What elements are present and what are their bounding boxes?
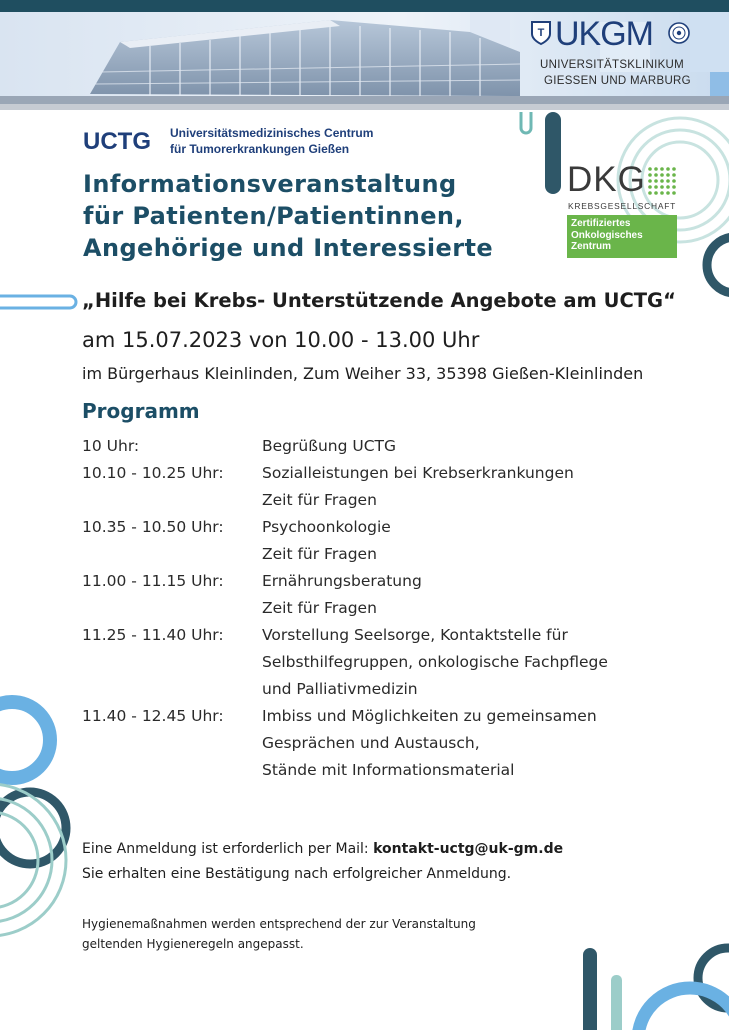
uctg-name-line2: für Tumorerkrankungen Gießen <box>170 142 350 156</box>
program-text: Zeit für Fragen <box>262 545 377 563</box>
title-line: Informationsveranstaltung <box>83 170 457 198</box>
registration-text: Eine Anmeldung ist erforderlich per Mail: <box>82 841 374 857</box>
ukgm-wordmark: UKGM <box>555 15 653 53</box>
hygiene-note-line1: Hygienemaßnahmen werden entsprechend der zur Veranstaltung <box>82 917 476 931</box>
uctg-name-line1: Universitätsmedizinisches Centrum <box>170 126 374 140</box>
ukgm-name-line2: GIESSEN UND MARBURG <box>544 75 691 87</box>
program-time: 10 Uhr: <box>82 437 140 455</box>
program-text: Gesprächen und Austausch, <box>262 734 480 752</box>
dkg-certification-badge <box>567 215 677 258</box>
dkg-wordmark: DKG <box>567 160 646 199</box>
program-time: 11.40 - 12.45 Uhr: <box>82 707 224 725</box>
program-item <box>82 433 682 460</box>
event-subtitle: „Hilfe bei Krebs- Unterstützende Angebote am UCTG“ <box>82 289 676 312</box>
program-time: 11.00 - 11.15 Uhr: <box>82 572 224 590</box>
registration-line <box>82 841 563 857</box>
program-item <box>82 514 682 568</box>
event-date: am 15.07.2023 von 10.00 - 13.00 Uhr <box>82 328 480 352</box>
registration-email-link[interactable]: kontakt-uctg@uk-gm.de <box>373 841 564 857</box>
uctg-abbreviation: UCTG <box>83 128 151 155</box>
hygiene-note-line2: geltenden Hygieneregeln angepasst. <box>82 937 304 951</box>
event-venue: im Bürgerhaus Kleinlinden, Zum Weiher 33, 35398 Gießen-Kleinlinden <box>82 364 644 383</box>
program-text: Begrüßung UCTG <box>262 437 397 455</box>
dkg-subline: KREBSGESELLSCHAFT <box>568 201 677 211</box>
program-item <box>82 460 682 514</box>
svg-text:T: T <box>537 27 545 39</box>
ukgm-name-line1: UNIVERSITÄTSKLINIKUM <box>540 59 685 71</box>
badge-line: Onkologisches <box>571 229 643 241</box>
program-text: Vorstellung Seelsorge, Kontaktstelle für <box>262 626 568 644</box>
badge-line: Zertifiziertes <box>571 218 631 229</box>
program-list <box>82 433 682 784</box>
program-item <box>82 622 682 703</box>
program-item <box>82 568 682 622</box>
program-time: 11.25 - 11.40 Uhr: <box>82 626 224 644</box>
registration-confirmation: Sie erhalten eine Bestätigung nach erfolgreicher Anmeldung. <box>82 866 512 882</box>
program-text: Zeit für Fragen <box>262 599 377 617</box>
title-line: Angehörige und Interessierte <box>83 234 494 262</box>
page-title <box>83 168 553 264</box>
program-text: Sozialleistungen bei Krebserkrankungen <box>262 464 574 482</box>
program-time: 10.35 - 10.50 Uhr: <box>82 518 224 536</box>
program-text: Ernährungsberatung <box>262 572 422 590</box>
program-text: Zeit für Fragen <box>262 491 377 509</box>
program-text: Selbsthilfegruppen, onkologische Fachpflege <box>262 653 608 671</box>
program-text: Psychoonkologie <box>262 518 391 536</box>
title-line: für Patienten/Patientinnen, <box>83 202 464 230</box>
dkg-dot-grid-icon <box>646 165 678 197</box>
program-text: und Palliativmedizin <box>262 680 418 698</box>
program-heading: Programm <box>82 399 200 423</box>
badge-line: Zentrum <box>571 241 611 252</box>
program-item <box>82 703 682 784</box>
program-time: 10.10 - 10.25 Uhr: <box>82 464 224 482</box>
program-text: Imbiss und Möglichkeiten zu gemeinsamen <box>262 707 597 725</box>
program-text: Stände mit Informationsmaterial <box>262 761 515 779</box>
